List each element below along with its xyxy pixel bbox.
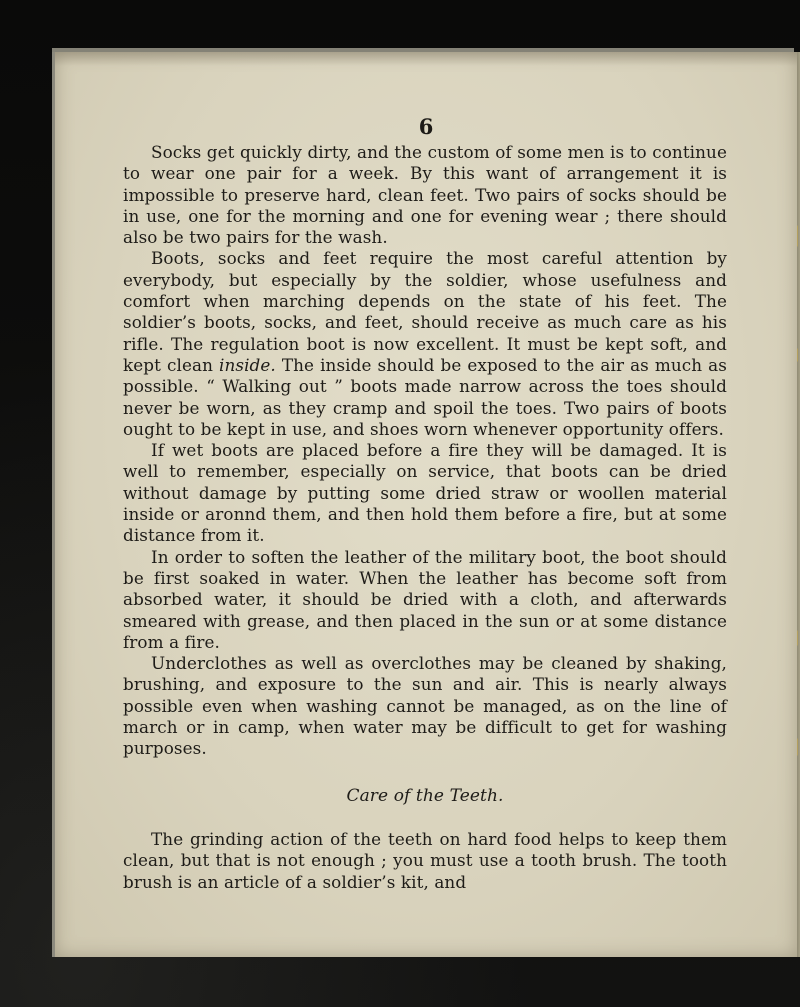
page-body [123,142,727,893]
paragraph-teeth: The grinding action of the teeth on hard food helps to keep them clean, but that is not enough ; you must use a tooth brush. The tooth brush is an article of a soldier’s kit, and [123,828,727,892]
paragraph-boots [123,248,727,440]
section-heading: Care of the Teeth. [346,785,504,806]
paragraph-clothes: Underclothes as well as overclothes may be cleaned by shaking, brushing, and exposure to the sun and air. This is nearly always possible even when washing cannot be managed, as on the line of march or in camp, when water may be difficult to get for washing purposes. [123,653,727,759]
paragraph-wet-boots: If wet boots are placed before a fire they will be damaged. It is well to remember, especially on service, that boots can be dried without damage by putting some dried straw or woollen material inside or aronnd them, and then hold them before a fire, but at some distance from it. [123,440,727,546]
page-number: 6 [418,114,434,139]
book-page [52,52,797,957]
paragraph-socks: Socks get quickly dirty, and the custom of some men is to continue to wear one pair for a week. By this want of arrangement it is impossible to preserve hard, clean feet. Two pairs of socks should be in use, one for the morning and one for evening wear ; there should also be two pairs for the wash. [123,142,727,248]
paragraph-boots-text-b: The inside should be exposed to the air as much as possible. “ Walking out ” boots made narrow across the toes should never be worn, as they cramp and spoil the toes. Two pairs of boots ought to be kept in use, and shoes worn whenever opportunity offers. [123,354,727,439]
paragraph-soften-leather: In order to soften the leather of the military boot, the boot should be first soaked in water. When the leather has become soft from absorbed water, it should be dried with a cloth, and afterwards smeared with grease, and then placed in the sun or at some distance from a fire. [123,546,727,652]
emphasis-inside: inside. [218,354,276,375]
paragraph-boots-text-a: Boots, socks and feet require the most careful attention by everybody, but especially by the soldier, whose usefulness and comfort when marching depends on the state of his feet. The soldier’s boots, socks, and feet, should receive as much care as his rifle. The regulation boot is now excellent. It must be kept soft, and kept clean [123,248,727,375]
